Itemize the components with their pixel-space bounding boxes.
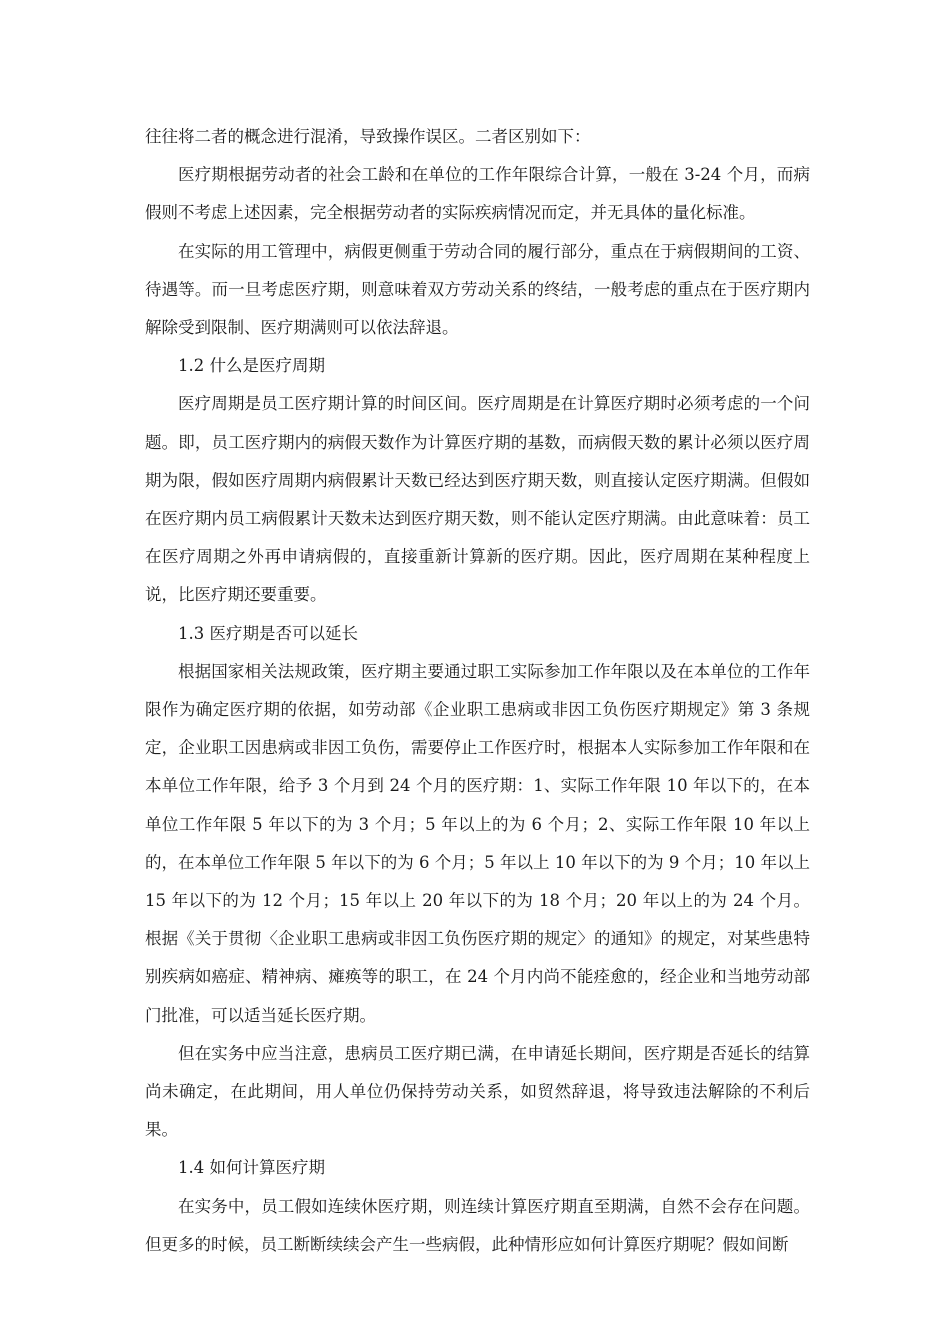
section-heading-1-3: 1.3 医疗期是否可以延长 bbox=[178, 623, 358, 643]
document-body bbox=[145, 118, 810, 1264]
section-heading-1-2: 1.2 什么是医疗周期 bbox=[178, 356, 325, 376]
paragraph-continuation: 往往将二者的概念进行混淆，导致操作误区。二者区别如下： bbox=[145, 127, 591, 146]
paragraph-medical-period-vs-sick-leave: 医疗期根据劳动者的社会工龄和在单位的工作年限综合计算，一般在 3-24 个月，而病假则不考虑上述因素，完全根据劳动者的实际疾病情况而定，并无具体的量化标准。 bbox=[145, 165, 810, 223]
paragraph-practice-note: 但在实务中应当注意，患病员工医疗期已满，在申请延长期间，医疗期是否延长的结算尚未确定，在此期间，用人单位仍保持劳动关系，如贸然辞退，将导致违法解除的不利后果。 bbox=[145, 1043, 810, 1140]
paragraph-employment-management: 在实际的用工管理中，病假更侧重于劳动合同的履行部分，重点在于病假期间的工资、待遇等。而一旦考虑医疗期，则意味着双方劳动关系的终结，一般考虑的重点在于医疗期内解除受到限制、医疗期满则可以依法辞退。 bbox=[145, 241, 810, 338]
paragraph-medical-cycle: 医疗周期是员工医疗期计算的时间区间。医疗周期是在计算医疗期时必须考虑的一个问题。即，员工医疗期内的病假天数作为计算医疗期的基数，而病假天数的累计必须以医疗周期为限，假如医疗周期内病假累计天数已经达到医疗期天数，则直接认定医疗期满。但假如在医疗期内员工病假累计天数未达到医疗期天数，则不能认定医疗期满。由此意味着：员工在医疗周期之外再申请病假的，直接重新计算新的医疗期。因此，医疗周期在某种程度上说，比医疗期还要重要。 bbox=[145, 394, 810, 605]
section-heading-1-4: 1.4 如何计算医疗期 bbox=[178, 1158, 325, 1178]
paragraph-extension-rules: 根据国家相关法规政策，医疗期主要通过职工实际参加工作年限以及在本单位的工作年限作为确定医疗期的依据，如劳动部《企业职工患病或非因工负伤医疗期规定》第 3 条规定，企业职工因患病或非因工负伤，需要停止工作医疗时，根据本人实际参加工作年限和在本单位工作年限，给予 3 个月到 24 个月的医疗期：1、实际工作年限 10 年以下的，在本单位工作年限 5 年以下的为 3 个月；5 年以上的为 6 个月；2、实际工作年限 10 年以上的，在本单位工作年限 5 年以下的为 6 个月；5 年以上 10 年以下的为 9 个月；10 年以上 15 年以下的为 12 个月；15 年以上 20 年以下的为 18 个月；20 年以上的为 24 个月。根据《关于贯彻〈企业职工患病或非因工负伤医疗期的规定〉的通知》的规定，对某些患特别疾病如癌症、精神病、瘫痪等的职工，在 24 个月内尚不能痊愈的，经企业和当地劳动部门批准，可以适当延长医疗期。 bbox=[145, 661, 810, 1025]
paragraph-calculation: 在实务中，员工假如连续休医疗期，则连续计算医疗期直至期满，自然不会存在问题。但更多的时候，员工断断续续会产生一些病假，此种情形应如何计算医疗期呢？假如间断 bbox=[145, 1196, 810, 1254]
